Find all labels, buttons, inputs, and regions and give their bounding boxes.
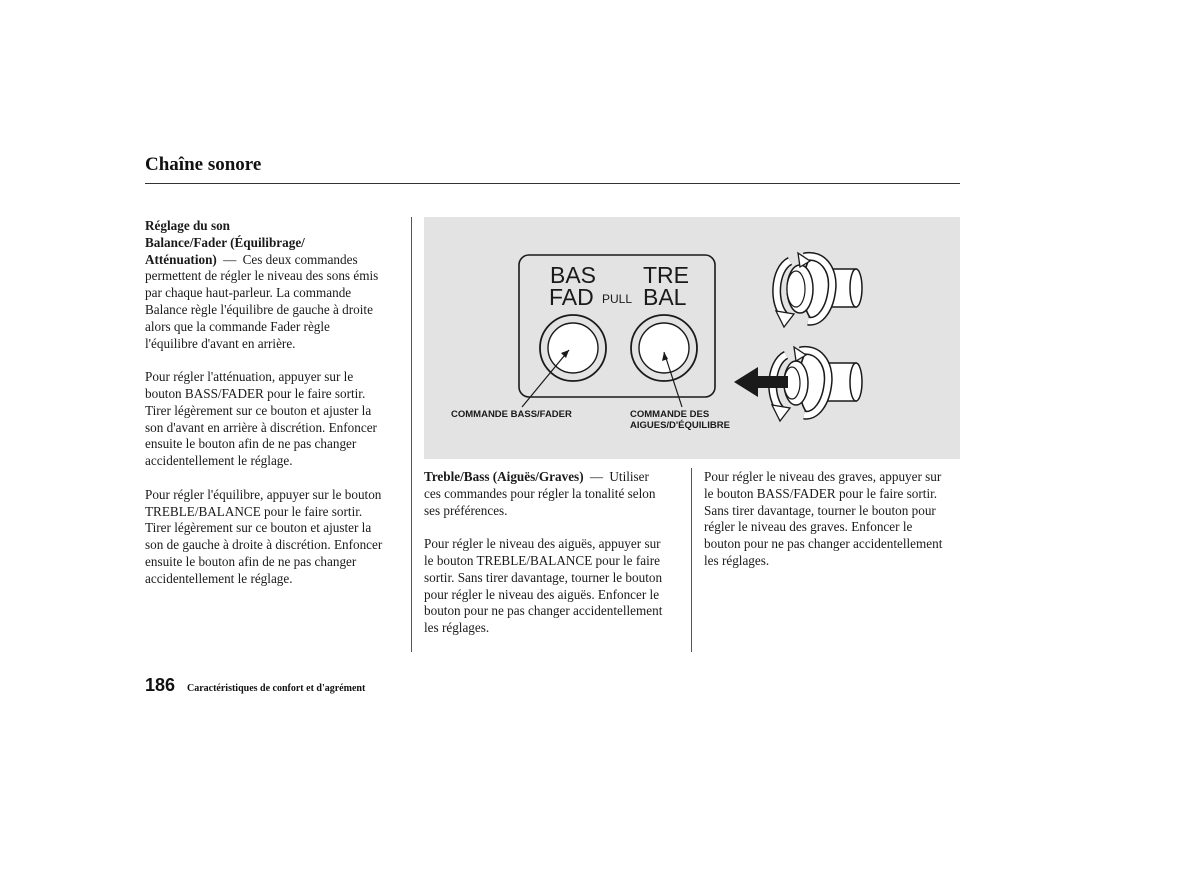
- audio-controls-figure: [424, 217, 960, 459]
- treble-bass-intro-line: [424, 469, 686, 486]
- paragraph-treble-procedure: [424, 536, 686, 637]
- treble-balance-knob: [631, 315, 697, 381]
- text-line: ensuite le bouton afin de ne pas changer: [145, 553, 357, 569]
- text-line: bouton BASS/FADER pour le faire sortir.: [145, 385, 366, 401]
- balance-fader-intro-line: [145, 252, 403, 269]
- text-line: son d'avant en arrière à discrétion. Enfoncer: [145, 419, 377, 435]
- text-line: bouton pour ne pas changer accidentellement: [424, 603, 663, 619]
- right-column: [704, 469, 962, 587]
- label-treble-control-line2: AIGUES/D'ÉQUILIBRE: [630, 420, 730, 431]
- audio-controls-illustration: [424, 217, 960, 459]
- text-line: Pour régler l'équilibre, appuyer sur le bouton: [145, 486, 382, 502]
- footer-chapter-title: Caractéristiques de confort et d'agrément: [187, 683, 366, 694]
- title-rule: [145, 183, 960, 184]
- middle-column: [424, 469, 686, 654]
- knob-pull-illustration: [734, 347, 862, 421]
- page-number: 186: [145, 675, 176, 695]
- panel-label-bas: BAS: [550, 262, 597, 288]
- label-bass-fader-control: COMMANDE BASS/FADER: [451, 409, 572, 420]
- text-line: Tirer légèrement sur ce bouton et ajuster la: [145, 520, 372, 536]
- em-dash: —: [589, 469, 604, 484]
- text-line: l'équilibre d'avant en arrière.: [145, 335, 296, 351]
- heading-balance-fader-cont: Atténuation): [145, 251, 217, 267]
- text-line: Balance règle l'équilibre de gauche à droite: [145, 301, 373, 317]
- text-line: pour régler le niveau des aiguës. Enfoncer le: [424, 586, 660, 602]
- section-title: Chaîne sonore: [145, 154, 262, 175]
- panel-label-pull: PULL: [602, 292, 633, 306]
- intro-text-start: Ces deux commandes: [242, 251, 358, 267]
- knob-rotate-illustration: [776, 253, 862, 327]
- paragraph-balance-fader: [145, 268, 403, 352]
- text-line: alors que la commande Fader règle: [145, 318, 330, 334]
- text-line: le bouton TREBLE/BALANCE pour le faire: [424, 552, 660, 568]
- text-line: ces commandes pour régler la tonalité selon: [424, 485, 656, 501]
- text-line: son de gauche à droite à discrétion. Enfoncer: [145, 537, 383, 553]
- bass-fader-knob: [540, 315, 606, 381]
- text-line: accidentellement le réglage.: [145, 570, 293, 586]
- intro-text-start: Utiliser: [609, 469, 649, 484]
- em-dash: —: [223, 251, 237, 267]
- left-column: [145, 218, 403, 604]
- text-line: ses préférences.: [424, 502, 508, 518]
- paragraph-treble-bass-intro: [424, 486, 686, 520]
- text-line: Tirer légèrement sur ce bouton et ajuster la: [145, 402, 372, 418]
- panel-label-fad: FAD: [549, 284, 594, 310]
- text-line: par chaque haut-parleur. La commande: [145, 285, 352, 301]
- panel-label-tre: TRE: [643, 262, 689, 288]
- text-line: les réglages.: [424, 620, 490, 636]
- text-line: les réglages.: [704, 552, 770, 568]
- text-line: permettent de régler le niveau des sons émis: [145, 268, 379, 284]
- column-divider-left: [411, 217, 412, 652]
- label-treble-control-line1: COMMANDE DES: [630, 409, 710, 420]
- text-line: TREBLE/BALANCE pour le faire sortir.: [145, 503, 363, 519]
- text-line: bouton pour ne pas changer accidentellement: [704, 536, 943, 552]
- paragraph-fader-procedure: [145, 369, 403, 470]
- heading-balance-fader: Balance/Fader (Équilibrage/: [145, 234, 305, 250]
- column-divider-right: [691, 468, 692, 652]
- text-line: régler le niveau des graves. Enfoncer le: [704, 519, 913, 535]
- heading-sound-adjustment: Réglage du son: [145, 218, 230, 233]
- text-line: ensuite le bouton afin de ne pas changer: [145, 436, 357, 452]
- pull-arrow-head: [734, 367, 758, 397]
- text-line: Pour régler le niveau des aiguës, appuyer sur: [424, 536, 661, 552]
- text-line: Pour régler le niveau des graves, appuyer sur: [704, 469, 942, 484]
- panel-label-bal: BAL: [643, 284, 687, 310]
- paragraph-balance-procedure: [145, 487, 403, 588]
- text-line: Sans tirer davantage, tourner le bouton pour: [704, 502, 936, 518]
- heading-treble-bass: Treble/Bass (Aiguës/Graves): [424, 469, 584, 484]
- text-line: le bouton BASS/FADER pour le faire sortir.: [704, 485, 938, 501]
- pull-arrow-shaft: [754, 376, 788, 388]
- text-line: accidentellement le réglage.: [145, 453, 293, 469]
- text-line: Pour régler l'atténuation, appuyer sur le: [145, 369, 354, 385]
- text-line: sortir. Sans tirer davantage, tourner le bouton: [424, 569, 663, 585]
- paragraph-bass-procedure: [704, 469, 962, 570]
